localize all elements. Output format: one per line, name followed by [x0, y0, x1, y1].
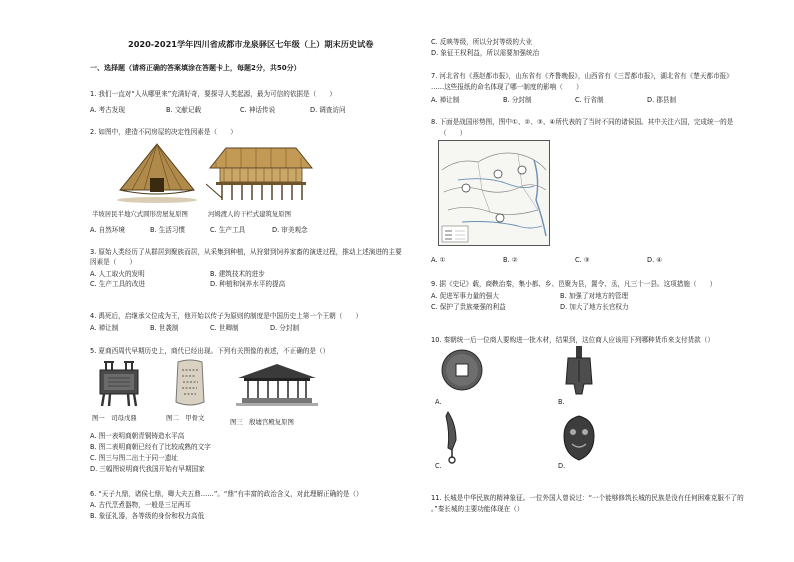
- question-9-stem: 9. 据《史记》载，商鞅治秦，集小都、乡、邑聚为县，置令、丞，凡三十一县。这项措施（ ）: [431, 280, 717, 288]
- oracle-bone-image: [172, 358, 208, 408]
- spade-coin-image: [562, 344, 596, 396]
- q4-option-a[interactable]: A. 禅让制: [90, 324, 119, 332]
- q6-option-b[interactable]: B. 象征礼器，各等级的身份和权力高低: [90, 512, 205, 520]
- q9-option-c[interactable]: C. 保护了贵族豪强的利益: [431, 303, 506, 311]
- q5-caption-1: 图一 司母戊鼎: [92, 414, 137, 422]
- question-5-stem: 5. 夏商西周代早期历史上，商代已经出现。下列有关图像的表述，不正确的是（）: [90, 347, 330, 355]
- q5-option-b[interactable]: B. 图二表明商朝已经有了比较成熟的文字: [90, 443, 211, 451]
- q4-option-c[interactable]: C. 世卿制: [210, 324, 239, 332]
- section-heading: 一、选择题（请将正确的答案填涂在答题卡上，每题2分，共50分）: [90, 64, 301, 72]
- q6-option-a[interactable]: A. 古代烹煮器物，一般是三足两耳: [90, 501, 191, 509]
- simuwu-ding-image: [96, 360, 142, 408]
- question-3-stem-line2: 因素是（ ）: [90, 258, 137, 266]
- q1-option-d[interactable]: D. 调查访问: [310, 106, 346, 114]
- question-8-stem-line1: 8. 下面是战国形势图，图中①、②、③、④所代表的了当时不同的诸侯国。其中关注六国，完成统一的是: [431, 118, 734, 126]
- q2-option-a[interactable]: A. 自然环境: [90, 226, 125, 234]
- knife-coin-image: [444, 410, 464, 464]
- ant-nose-coin-image: [560, 414, 598, 462]
- question-4-stem: 4. 禹死后，启继承父位成为王，他开始以传子为原则的制度是中国历史上第一个王朝（ ）: [90, 312, 363, 320]
- q3-option-c[interactable]: C. 生产工具的改进: [90, 280, 145, 288]
- q6-option-d[interactable]: D. 象征王权利益，所以需要加强统治: [431, 49, 540, 57]
- q3-option-b[interactable]: B. 建筑技术的进步: [210, 270, 265, 278]
- q8-option-a[interactable]: A. ①: [431, 256, 446, 264]
- q6-option-c[interactable]: C. 反映等级，所以分封等级的大业: [431, 38, 533, 46]
- q10-option-c[interactable]: C.: [435, 462, 442, 470]
- q1-option-a[interactable]: A. 考古发现: [90, 106, 125, 114]
- question-7-stem-line1: 7. 河北省有《燕赵都市报》，山东省有《齐鲁晚报》，山西省有《三晋都市报》，湖北省有《楚天都市报》: [431, 72, 733, 80]
- q7-option-b[interactable]: B. 分封制: [503, 96, 532, 104]
- exam-title: 2020-2021学年四川省成都市龙泉驿区七年级（上）期末历史试卷: [128, 39, 374, 49]
- question-11-stem-line1: 11. 长城是中华民族的精神象征。一位外国人曾说过：“一个能够修筑长城的民族是没有任何困难克服不了的: [431, 494, 744, 502]
- question-7-stem-line2: ……这些报纸的命名体现了哪一制度的影响（ ）: [431, 83, 583, 91]
- banpo-house-image: [112, 140, 202, 206]
- q5-caption-2: 图二 甲骨文: [166, 414, 205, 422]
- q2-option-b[interactable]: B. 生活习惯: [150, 226, 186, 234]
- q7-option-a[interactable]: A. 禅让制: [431, 96, 460, 104]
- q9-option-a[interactable]: A. 促进军事力量的强大: [431, 292, 499, 300]
- q5-option-a[interactable]: A. 图一表明商朝青铜铸造水平高: [90, 432, 185, 440]
- q4-option-b[interactable]: B. 世袭制: [150, 324, 179, 332]
- q10-option-d[interactable]: D.: [558, 462, 566, 470]
- q3-option-a[interactable]: A. 人工取火的发明: [90, 270, 145, 278]
- q9-option-d[interactable]: D. 加大了地方长官权力: [560, 303, 629, 311]
- q10-option-b[interactable]: B.: [558, 398, 565, 406]
- q8-option-d[interactable]: D. ④: [647, 256, 663, 264]
- question-1-stem: 1. 我们一直对“人从哪里来”充满好奇，要探寻人类起源，最为可信的依据是（ ）: [90, 90, 336, 98]
- q1-option-b[interactable]: B. 文献记载: [166, 106, 202, 114]
- banliang-coin-image: [440, 348, 484, 392]
- q10-option-a[interactable]: A.: [435, 398, 442, 406]
- q2-caption-1: 半坡居民半地穴式圆形房屋复原图: [92, 210, 188, 218]
- q9-option-b[interactable]: B. 加强了对地方的管理: [560, 292, 629, 300]
- q5-caption-3: 图三 殷墟宫殿复原图: [230, 418, 294, 426]
- question-11-stem-line2: 。”秦长城的主要功能体现在（）: [431, 505, 524, 513]
- q2-option-d[interactable]: D. 审美观念: [272, 226, 308, 234]
- question-6-stem: 6. “天子九鼎，诸侯七鼎，卿大夫五鼎……”。“鼎”有丰富的政治含义，对此理解正确的是（）: [90, 490, 363, 498]
- q7-option-d[interactable]: D. 郡县制: [647, 96, 677, 104]
- warring-states-map: [438, 140, 550, 246]
- question-2-stem: 2. 如图中，建造不同房屋的决定性因素是（ ）: [90, 128, 237, 136]
- question-8-stem-line2: （ ）: [440, 129, 467, 137]
- q2-option-c[interactable]: C. 生产工具: [210, 226, 246, 234]
- q4-option-d[interactable]: D. 分封制: [270, 324, 300, 332]
- q8-option-c[interactable]: C. ③: [575, 256, 590, 264]
- q3-option-d[interactable]: D. 种植和饲养水平的提高: [210, 280, 286, 288]
- q5-option-d[interactable]: D. 三幅图说明商代我国开始有早期国家: [90, 465, 205, 473]
- hemudu-stilt-house-image: [206, 140, 316, 206]
- q1-option-c[interactable]: C. 神话传说: [240, 106, 276, 114]
- yinxu-palace-image: [234, 360, 320, 408]
- q7-option-c[interactable]: C. 行省制: [575, 96, 604, 104]
- q8-option-b[interactable]: B. ②: [503, 256, 518, 264]
- question-10-stem: 10. 秦朝统一后一位商人要购进一批木材，结果到，这位商人应该用下列哪种货币来支付货款（）: [431, 336, 714, 344]
- question-3-stem-line1: 3. 原始人类经历了从群居到聚族而居，从采集到种植，从狩猎到饲养家畜的演进过程，推动上述演进的主要: [90, 248, 402, 256]
- q2-caption-2: 河姆渡人的干栏式建筑复原图: [208, 210, 292, 218]
- q5-option-c[interactable]: C. 图三与图二出土于同一遗址: [90, 454, 178, 462]
